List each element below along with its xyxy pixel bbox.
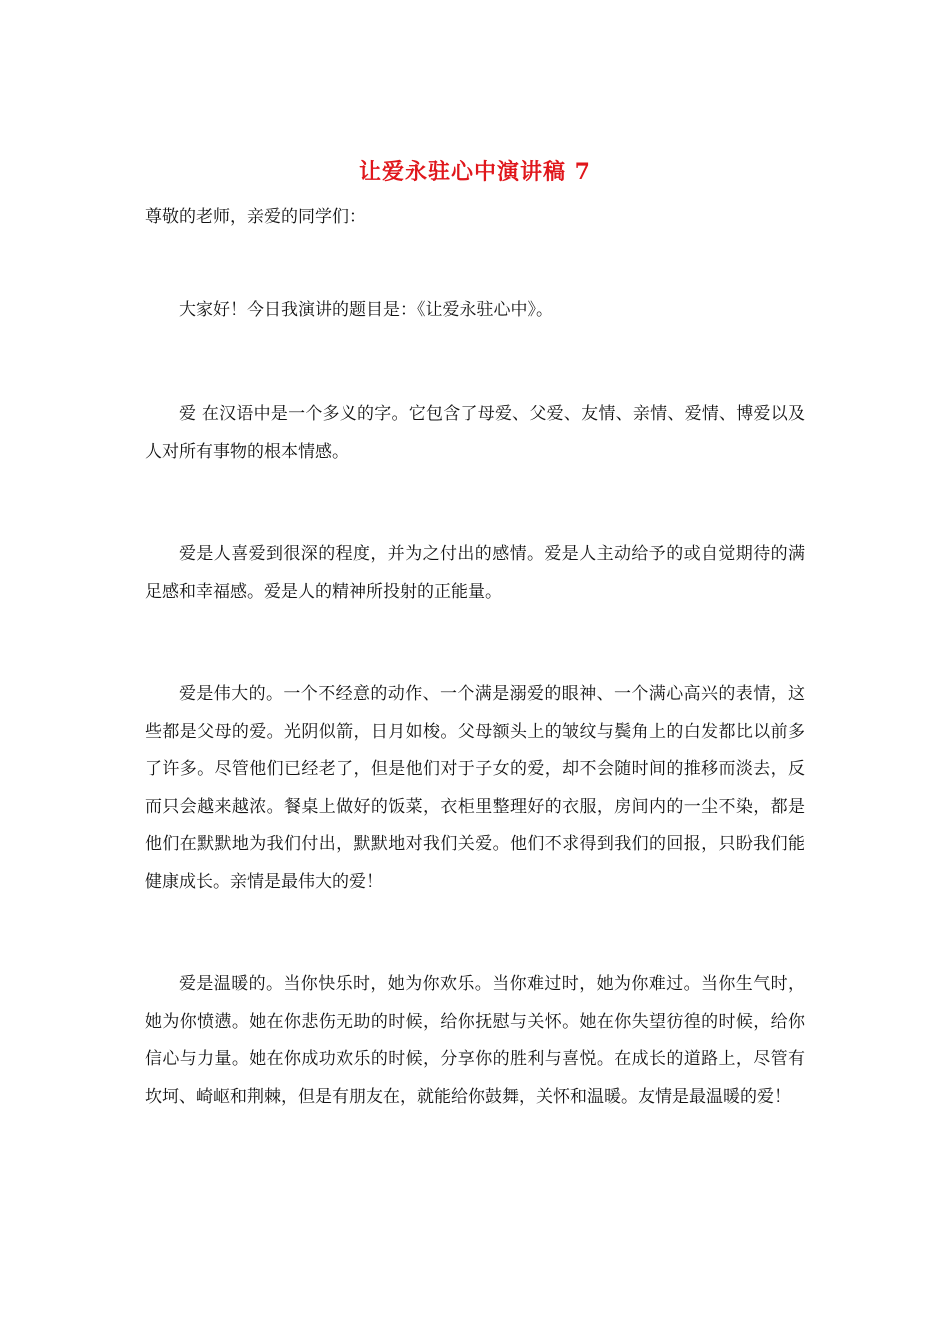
- paragraph-definition: 爱 在汉语中是一个多义的字。它包含了母爱、父爱、友情、亲情、爱情、博爱以及人对所有事物的根本情感。: [145, 404, 805, 462]
- document-title: 让爱永驻心中演讲稿 7: [359, 159, 591, 185]
- paragraph-family-love: 爱是伟大的。一个不经意的动作、一个满是溺爱的眼神、一个满心高兴的表情，这些都是父母的爱。光阴似箭，日月如梭。父母额头上的皱纹与鬓角上的白发都比以前多了许多。尽管他们已经老了，但是他们对于子女的爱，却不会随时间的推移而淡去，反而只会越来越浓。餐桌上做好的饭菜，衣柜里整理好的衣服，房间内的一尘不染，都是他们在默默地为我们付出，默默地对我们关爱。他们不求得到我们的回报，只盼我们能健康成长。亲情是最伟大的爱！: [145, 684, 805, 892]
- salutation: 尊敬的老师，亲爱的同学们：: [145, 207, 366, 227]
- paragraph-friendship: 爱是温暖的。当你快乐时，她为你欢乐。当你难过时，她为你难过。当你生气时，她为你愤懑。她在你悲伤无助的时候，给你抚慰与关怀。她在你失望彷徨的时候，给你信心与力量。她在你成功欢乐的时候，分享你的胜利与喜悦。在成长的道路上，尽管有坎坷、崎岖和荆棘，但是有朋友在，就能给你鼓舞，关怀和温暖。友情是最温暖的爱！: [145, 974, 805, 1107]
- paragraph-greeting: 大家好！今日我演讲的题目是：《让爱永驻心中》。: [179, 300, 553, 320]
- paragraph-meaning: 爱是人喜爱到很深的程度，并为之付出的感情。爱是人主动给予的或自觉期待的满足感和幸福感。爱是人的精神所投射的正能量。: [145, 544, 805, 602]
